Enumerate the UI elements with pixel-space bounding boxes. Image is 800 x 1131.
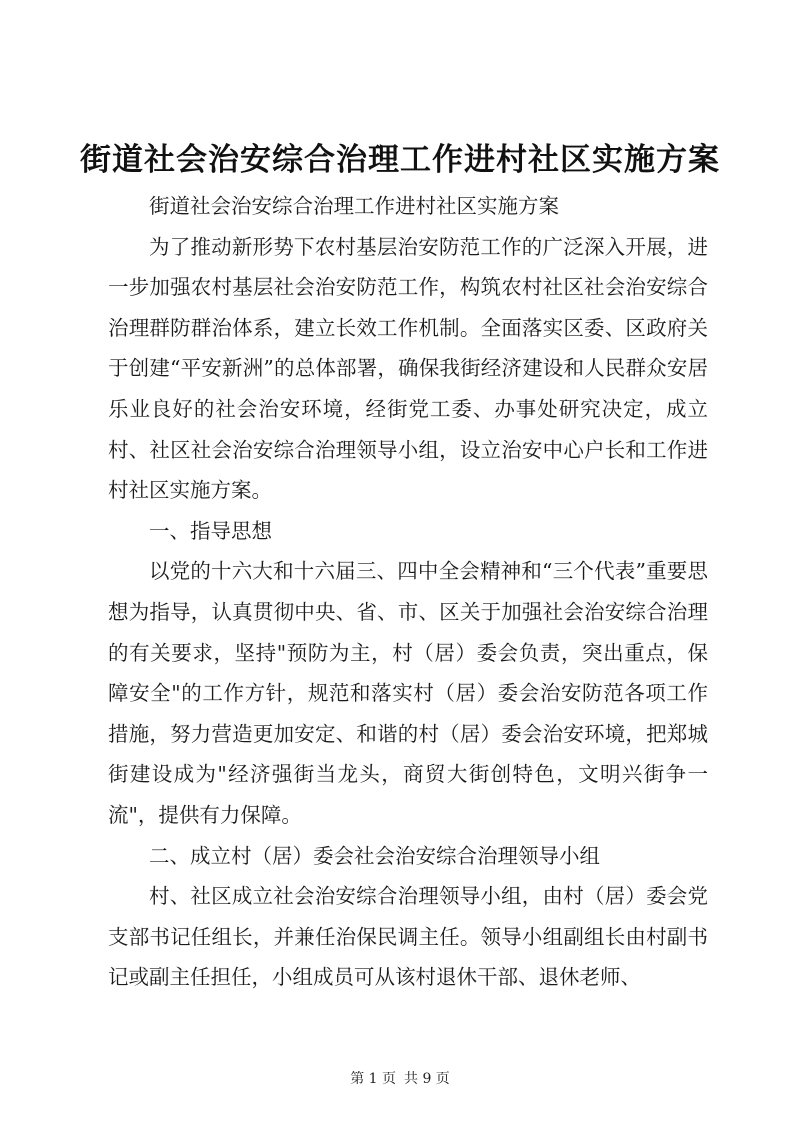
document-body [108,186,708,998]
section-heading-guiding-ideology: 一、指导思想 [149,518,272,543]
page-total: 共 9 页 [404,1071,450,1087]
page-footer [0,1069,800,1089]
document-title: 街道社会治安综合治理工作进村社区实施方案 [80,142,720,178]
leadership-group-paragraph: 村、社区成立社会治安综合治理领导小组，由村（居）委会党支部书记任组长，并兼任治保民调主任。领导小组副组长由村副书记或副主任担任，小组成员可从该村退休干部、退休老师、 [108,884,708,990]
subtitle-paragraph: 街道社会治安综合治理工作进村社区实施方案 [149,194,559,218]
section-heading-leadership-group: 二、成立村（居）委会社会治安综合治理领导小组 [149,843,600,868]
intro-paragraph: 为了推动新形势下农村基层治安防范工作的广泛深入开展，进一步加强农村基层社会治安防范工作，构筑农村社区社会治安综合治理群防群治体系，建立长效工作机制。全面落实区委、区政府关于创建“平安新洲”的总体部署，确保我街经济建设和人民群众安居乐业良好的社会治安环境，经街党工委、办事处研究决定，成立村、社区社会治安综合治理领导小组，设立治安中心户长和工作进村社区实施方案。 [108,234,708,503]
guiding-ideology-paragraph: 以党的十六大和十六届三、四中全会精神和“三个代表”重要思想为指导，认真贯彻中央、省、市、区关于加强社会治安综合治理的有关要求，坚持"预防为主，村（居）委会负责，突出重点，保障安全"的工作方针，规范和落实村（居）委会治安防范各项工作措施，努力营造更加安定、和谐的村（居）委会治安环境，把郑城街建设成为"经济强街当龙头，商贸大街创特色，文明兴街争一流"，提供有力保障。 [108,559,708,827]
page-number: 第 1 页 [350,1071,396,1087]
